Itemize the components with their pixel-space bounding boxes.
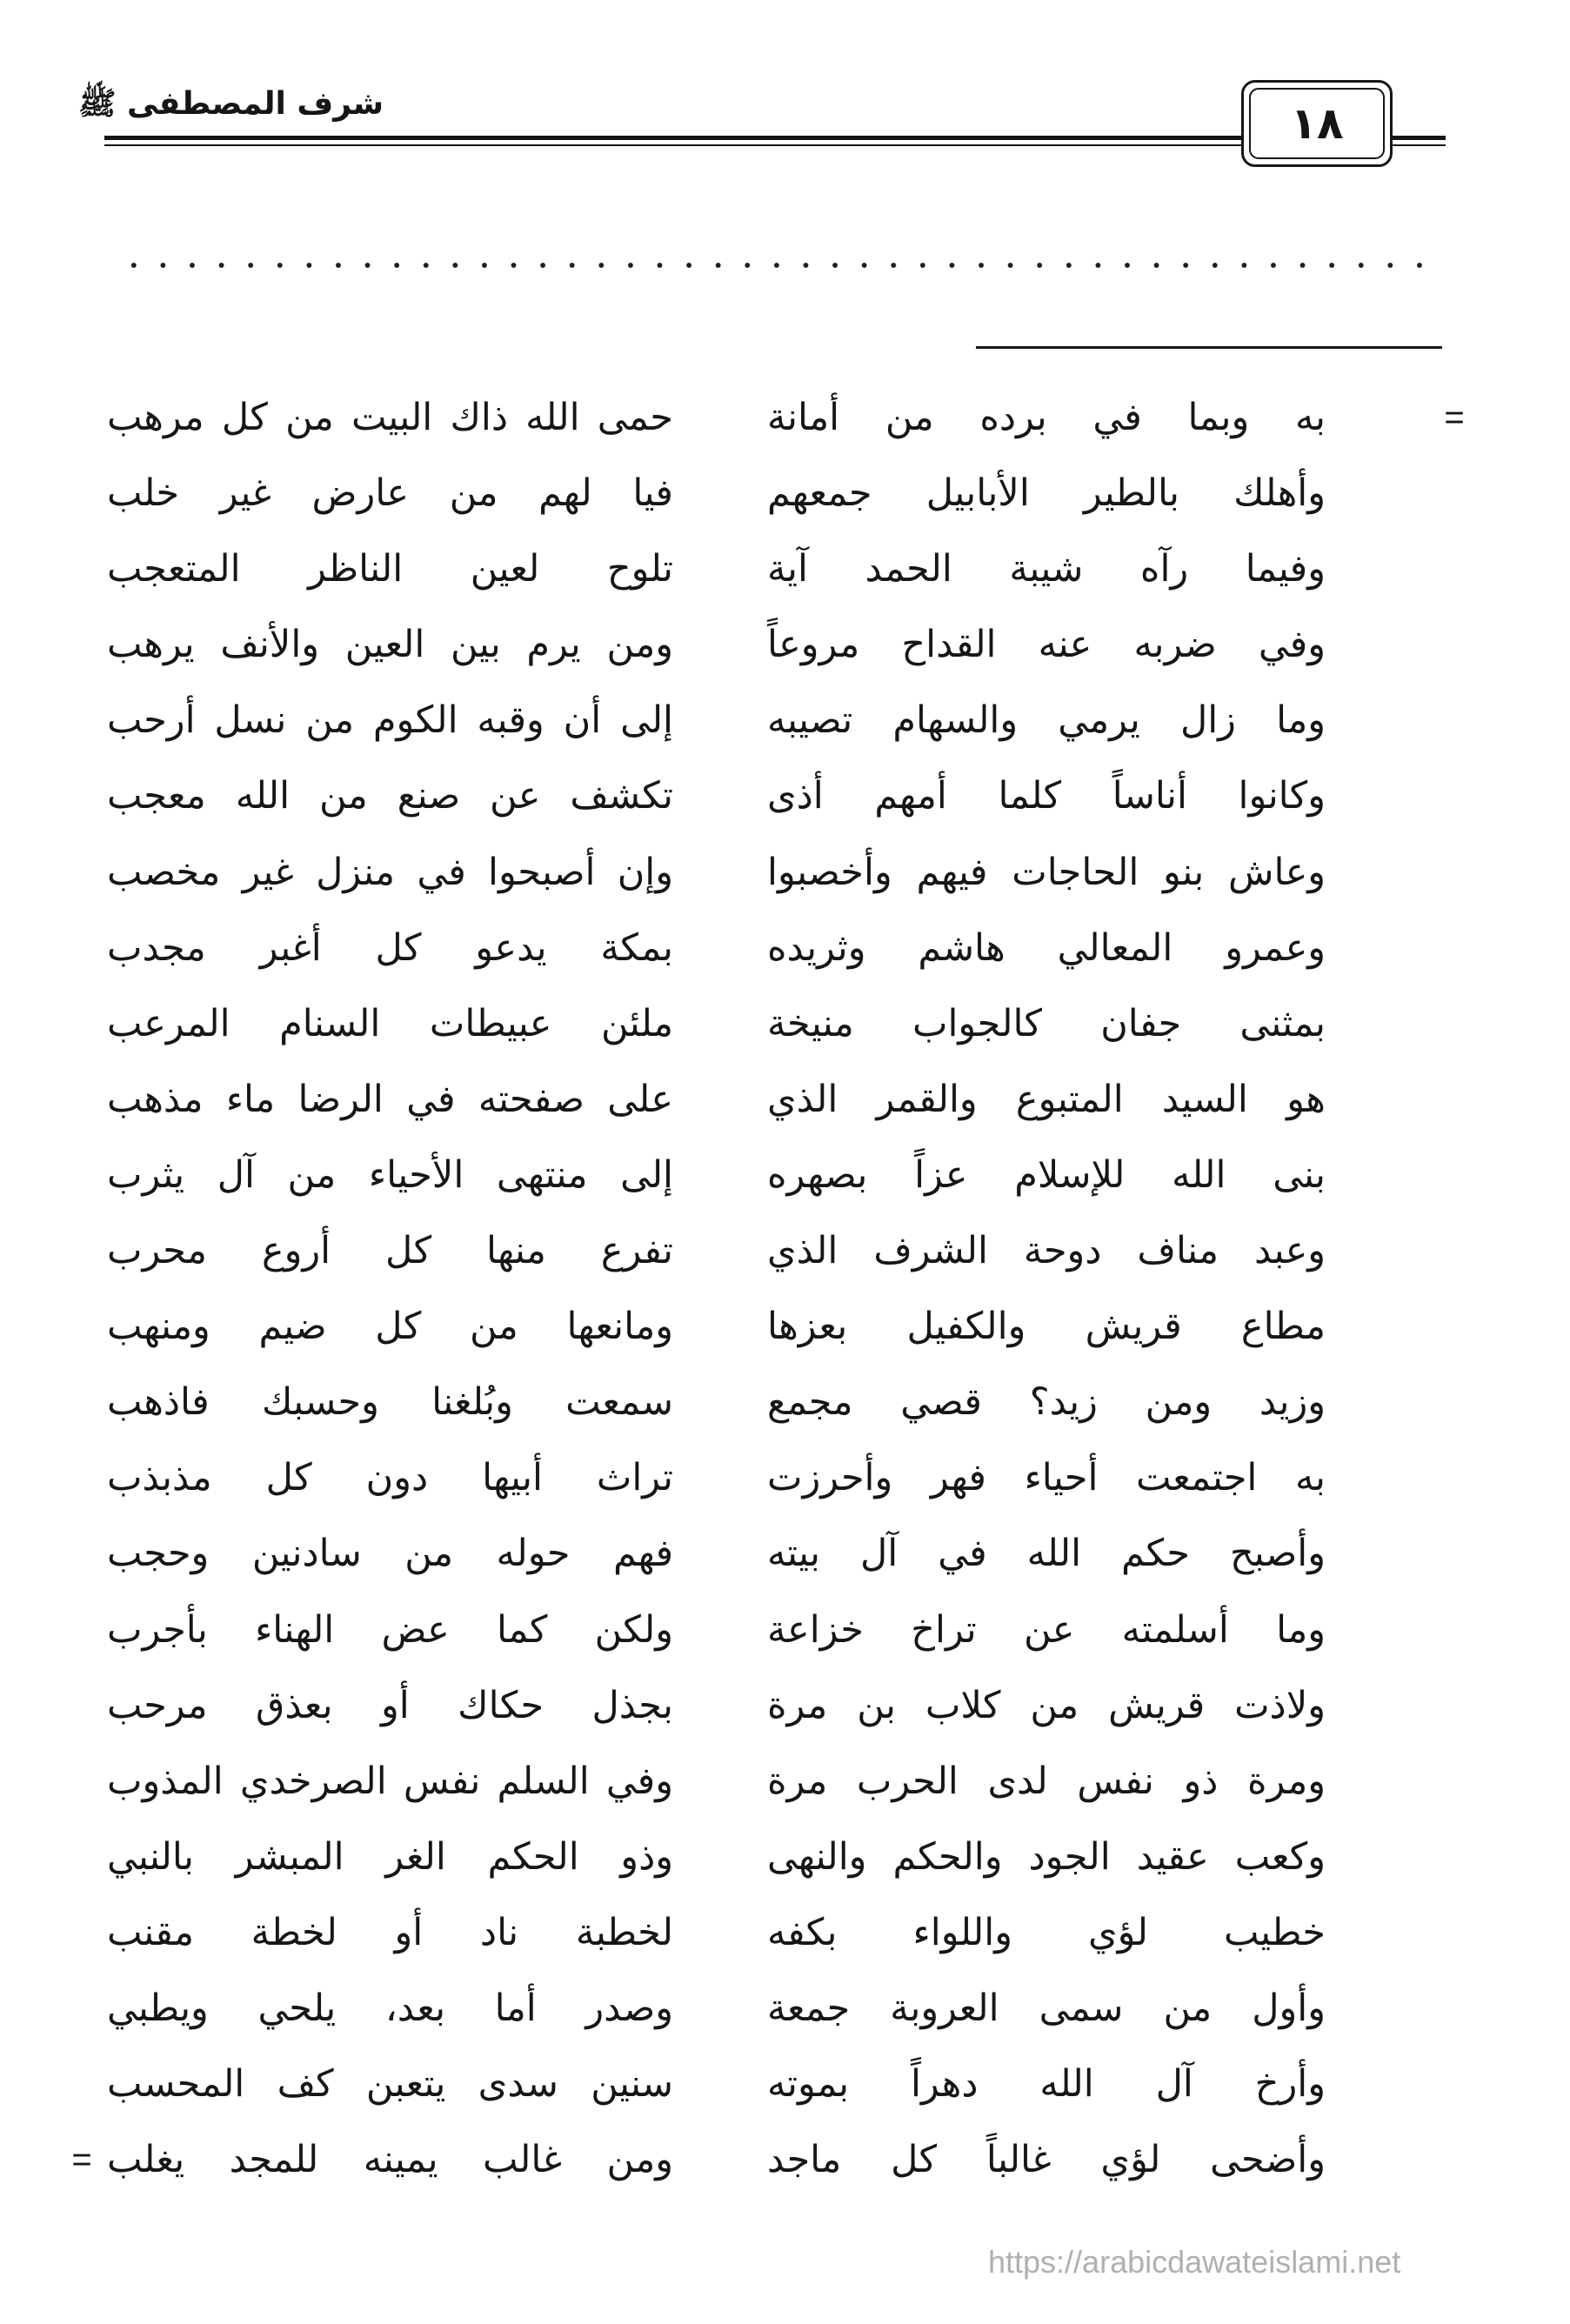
verse-second-hemistich: لخطبة ناد أو لخطة مقنب [107,1910,673,1954]
verse-first-hemistich: وعمرو المعالي هاشم وثريده [767,925,1326,970]
header-rule-thick-right [1393,136,1446,140]
header-rule-thick [104,136,1241,140]
verse-second-hemistich: حمى الله ذاك البيت من كل مرهب [107,396,673,439]
verse-second-hemistich: تلوح لعين الناظر المتعجب [107,547,673,591]
verse-row [0,1593,1570,1668]
verse-row [0,1289,1570,1365]
continuation-mark-end: = [71,2140,92,2179]
verse-second-hemistich: تفرع منها كل أروع محرب [107,1229,673,1273]
verse-first-hemistich: وأصبح حكم الله في آل بيته [767,1532,1326,1576]
verse-first-hemistich: وأضحى لؤي غالباً كل ماجد [767,2138,1326,2182]
verse-second-hemistich: وإن أصبحوا في منزل غير مخصب [107,850,673,894]
watermark-url: https://arabicdawateislami.net [988,2244,1401,2280]
verse-row [0,758,1570,834]
verse-row [0,380,1570,456]
verse-row [0,456,1570,531]
verse-row [0,911,1570,986]
verse-second-hemistich: تراث أبيها دون كل مذبذب [107,1456,673,1500]
verse-second-hemistich: إلى أن وقبه الكوم من نسل أرحب [107,698,673,743]
verse-row [0,2122,1570,2198]
verse-row [0,1744,1570,1820]
verse-second-hemistich: تكشف عن صنع من الله معجب [107,774,673,818]
verse-first-hemistich: ولاذت قريش من كلاب بن مرة [767,1683,1326,1727]
verse-row [0,1440,1570,1516]
verse-row [0,1062,1570,1138]
verse-first-hemistich: وكعب عقيد الجود والحكم والنهى [767,1834,1326,1879]
verse-first-hemistich: به اجتمعت أحياء فهر وأحرزت [767,1456,1326,1500]
verse-row [0,986,1570,1062]
verse-first-hemistich: هو السيد المتبوع والقمر الذي [767,1077,1326,1121]
continuation-mark-start: = [1444,398,1465,437]
verse-first-hemistich: به وبما في برده من أمانة [767,396,1326,439]
verse-second-hemistich: ومن غالب يمينه للمجد يغلب [107,2138,673,2182]
verse-first-hemistich: ومرة ذو نفس لدى الحرب مرة [767,1759,1326,1803]
verse-second-hemistich: إلى منتهى الأحياء من آل يثرب [107,1152,673,1197]
verse-row [0,835,1570,911]
verse-second-hemistich: فهم حوله من سادنين وحجب [107,1532,673,1576]
verse-first-hemistich: وعاش بنو الحاجات فيهم وأخصبوا [767,850,1326,894]
verse-row [0,683,1570,758]
section-rule [976,346,1442,349]
poem [0,380,1570,2199]
verse-first-hemistich: وكانوا أناساً كلما أمهم أذى [767,774,1326,818]
verse-second-hemistich: فيا لهم من عارض غير خلب [107,471,673,516]
verse-first-hemistich: وزيد ومن زيد؟ قصي مجمع [767,1380,1326,1425]
verse-second-hemistich: ملئن عبيطات السنام المرعب [107,1001,673,1045]
verse-row [0,531,1570,607]
verse-second-hemistich: بجذل حكاك أو بعذق مرحب [107,1683,673,1727]
verse-row [0,1138,1570,1213]
verse-second-hemistich: ولكن كما عض الهناء بأجرب [107,1607,673,1652]
verse-second-hemistich: وصدر أما بعد، يلحي ويطبي [107,1986,673,2030]
verse-second-hemistich: سنين سدى يتعبن كف المحسب [107,2062,673,2107]
verse-row [0,607,1570,683]
verse-second-hemistich: سمعت وبُلغنا وحسبك فاذهب [107,1380,673,1425]
page-number-box [1241,80,1393,167]
page-number: ١٨ [1249,88,1385,159]
page-title: شرف المصطفى ﷺ [77,86,384,122]
verse-row [0,1365,1570,1440]
verse-first-hemistich: خطيب لؤي واللواء بكفه [767,1910,1326,1954]
verse-row [0,1895,1570,1971]
verse-first-hemistich: مطاع قريش والكفيل بعزها [767,1305,1326,1349]
verse-first-hemistich: وما أسلمته عن تراخ خزاعة [767,1607,1326,1652]
verse-first-hemistich: وأرخ آل الله دهراً بموته [767,2062,1326,2107]
verse-first-hemistich: وأول من سمى العروبة جمعة [767,1986,1326,2030]
verse-second-hemistich: على صفحته في الرضا ماء مذهب [107,1077,673,1121]
verse-second-hemistich: وذو الحكم الغر المبشر بالنبي [107,1834,673,1879]
header-rule-thin-right [1393,144,1446,146]
verse-second-hemistich: ومن يرم بين العين والأنف يرهب [107,623,673,667]
verse-second-hemistich: ومانعها من كل ضيم ومنهب [107,1305,673,1349]
verse-row [0,1668,1570,1744]
verse-second-hemistich: وفي السلم نفس الصرخدي المذوب [107,1759,673,1803]
verse-first-hemistich: بنى الله للإسلام عزاً بصهره [767,1152,1326,1197]
verse-row [0,1971,1570,2047]
verse-first-hemistich: وأهلك بالطير الأبابيل جمعهم [767,471,1326,516]
verse-first-hemistich: وما زال يرمي والسهام تصيبه [767,698,1326,743]
verse-first-hemistich: وفي ضربه عنه القداح مروعاً [767,623,1326,667]
dotted-separator [119,261,1433,270]
verse-row [0,1820,1570,1895]
verse-first-hemistich: وعبد مناف دوحة الشرف الذي [767,1229,1326,1273]
verse-second-hemistich: بمكة يدعو كل أغبر مجدب [107,925,673,970]
verse-first-hemistich: وفيما رآه شيبة الحمد آية [767,547,1326,591]
verse-first-hemistich: بمثنى جفان كالجواب منيخة [767,1001,1326,1045]
verse-row [0,2047,1570,2122]
verse-row [0,1516,1570,1592]
verse-row [0,1213,1570,1289]
header-rule-thin [104,144,1241,146]
